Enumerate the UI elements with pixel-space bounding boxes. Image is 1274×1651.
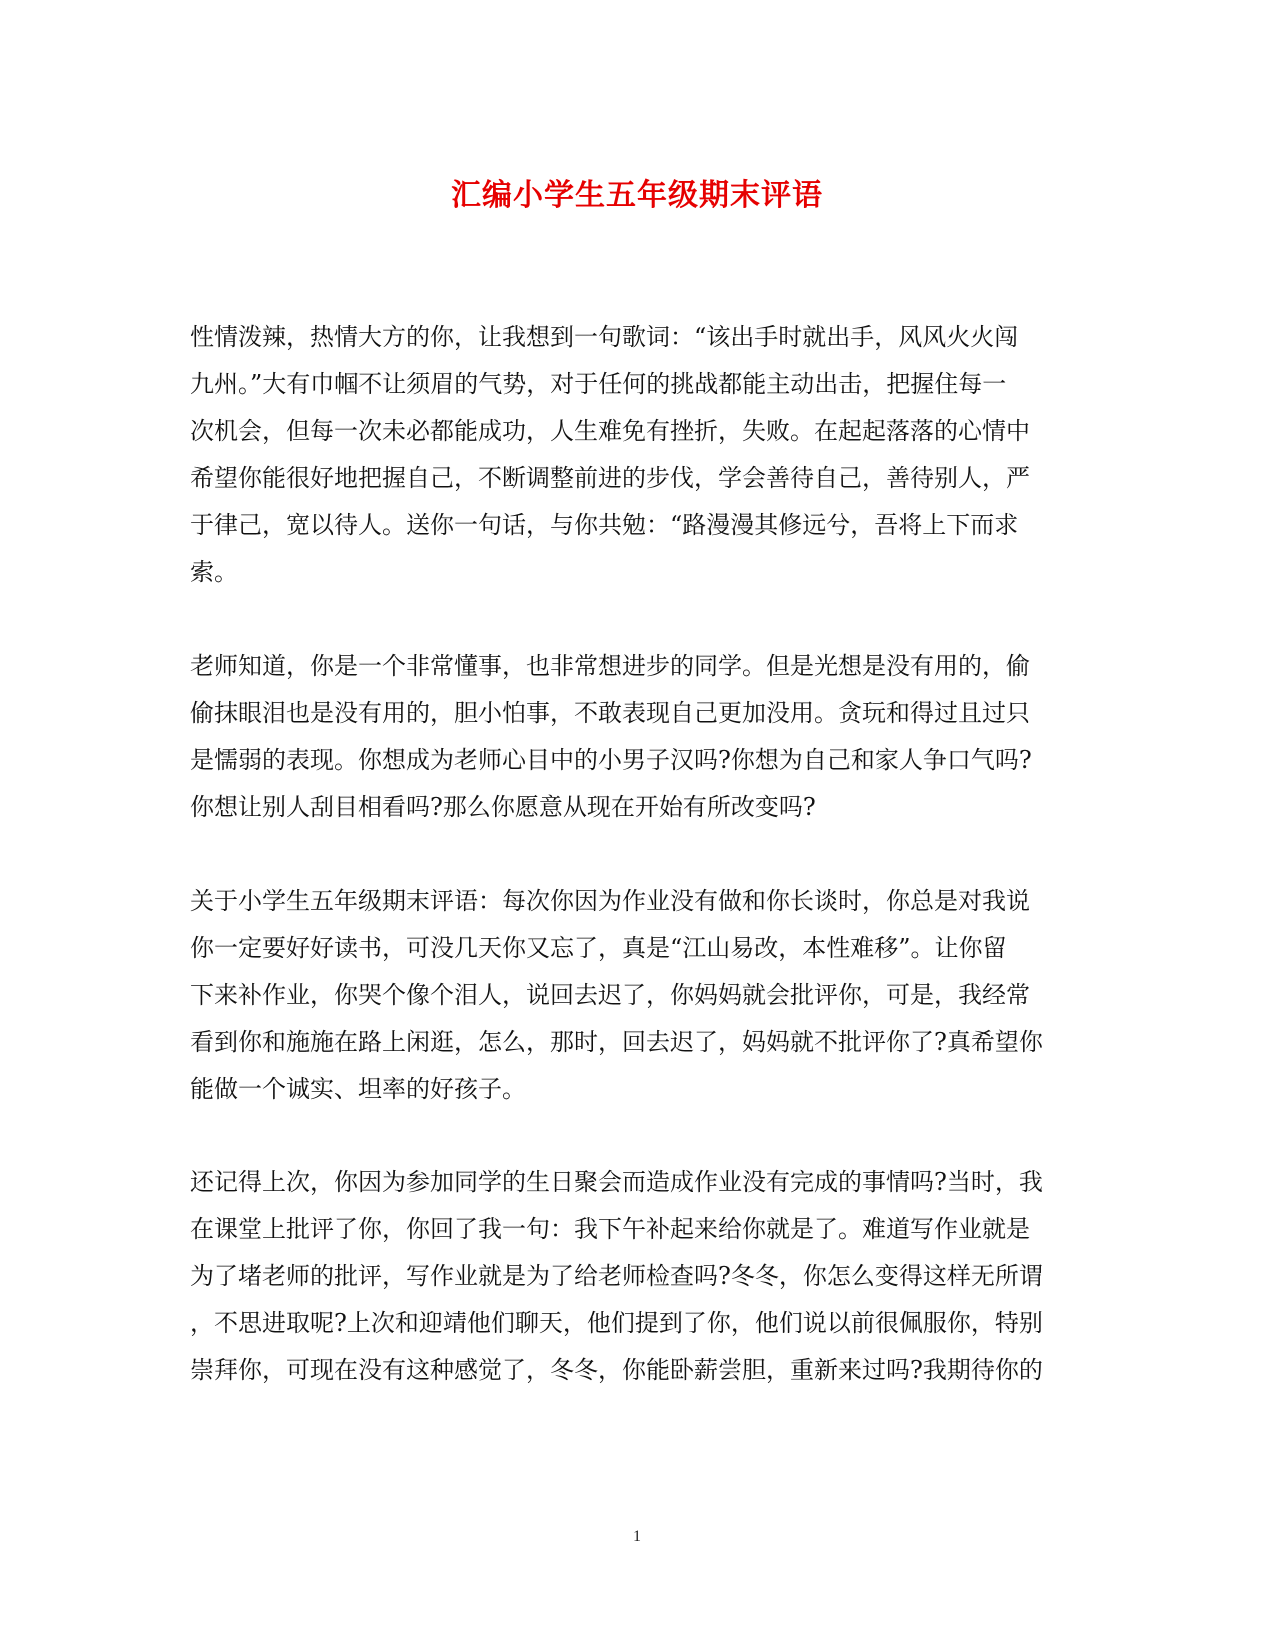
paragraph-1-line-1: 性情泼辣，热情大方的你，让我想到一句歌词：“该出手时就出手，风风火火闯: [190, 323, 1019, 351]
paragraph-1-line-2: 九州。”大有巾帼不让须眉的气势，对于任何的挑战都能主动出击，把握住每一: [190, 370, 1007, 398]
paragraph-4-line-2: 在课堂上批评了你，你回了我一句：我下午补起来给你就是了。难道写作业就是: [190, 1215, 1030, 1243]
paragraph-1-line-5: 于律己，宽以待人。送你一句话，与你共勉：“路漫漫其修远兮，吾将上下而求: [190, 511, 1019, 539]
paragraph-3-line-5: 能做一个诚实、坦率的好孩子。: [190, 1075, 526, 1103]
paragraph-4-line-1: 还记得上次，你因为参加同学的生日聚会而造成作业没有完成的事情吗?当时，我: [190, 1168, 1043, 1196]
paragraph-1-line-3: 次机会，但每一次未必都能成功，人生难免有挫折，失败。在起起落落的心情中: [190, 417, 1030, 445]
paragraph-3-line-1: 关于小学生五年级期末评语：每次你因为作业没有做和你长谈时，你总是对我说: [190, 887, 1030, 915]
paragraph-4-line-5: 崇拜你，可现在没有这种感觉了，冬冬，你能卧薪尝胆，重新来过吗?我期待你的: [190, 1356, 1043, 1384]
paragraph-1-line-4: 希望你能很好地把握自己，不断调整前进的步伐，学会善待自己，善待别人，严: [190, 464, 1030, 492]
paragraph-1-line-6: 索。: [190, 558, 238, 586]
paragraph-3-line-3: 下来补作业，你哭个像个泪人，说回去迟了，你妈妈就会批评你，可是，我经常: [190, 981, 1030, 1009]
paragraph-4-line-4: ，不思进取呢?上次和迎靖他们聊天，他们提到了你，他们说以前很佩服你，特别: [190, 1309, 1043, 1337]
paragraph-3-line-2: 你一定要好好读书，可没几天你又忘了，真是“江山易改，本性难移”。让你留: [190, 934, 1007, 962]
paragraph-2-line-1: 老师知道，你是一个非常懂事，也非常想进步的同学。但是光想是没有用的，偷: [190, 652, 1030, 680]
paragraph-2-line-2: 偷抹眼泪也是没有用的，胆小怕事，不敢表现自己更加没用。贪玩和得过且过只: [190, 699, 1030, 727]
paragraph-4-line-3: 为了堵老师的批评，写作业就是为了给老师检查吗?冬冬，你怎么变得这样无所谓: [190, 1262, 1043, 1290]
paragraph-2-line-4: 你想让别人刮目相看吗?那么你愿意从现在开始有所改变吗?: [190, 793, 816, 821]
page-number: 1: [633, 1528, 641, 1545]
document-title: 汇编小学生五年级期末评语: [451, 178, 823, 213]
paragraph-3-line-4: 看到你和施施在路上闲逛，怎么，那时，回去迟了，妈妈就不批评你了?真希望你: [190, 1028, 1043, 1056]
paragraph-2-line-3: 是懦弱的表现。你想成为老师心目中的小男子汉吗?你想为自己和家人争口气吗?: [190, 746, 1032, 774]
